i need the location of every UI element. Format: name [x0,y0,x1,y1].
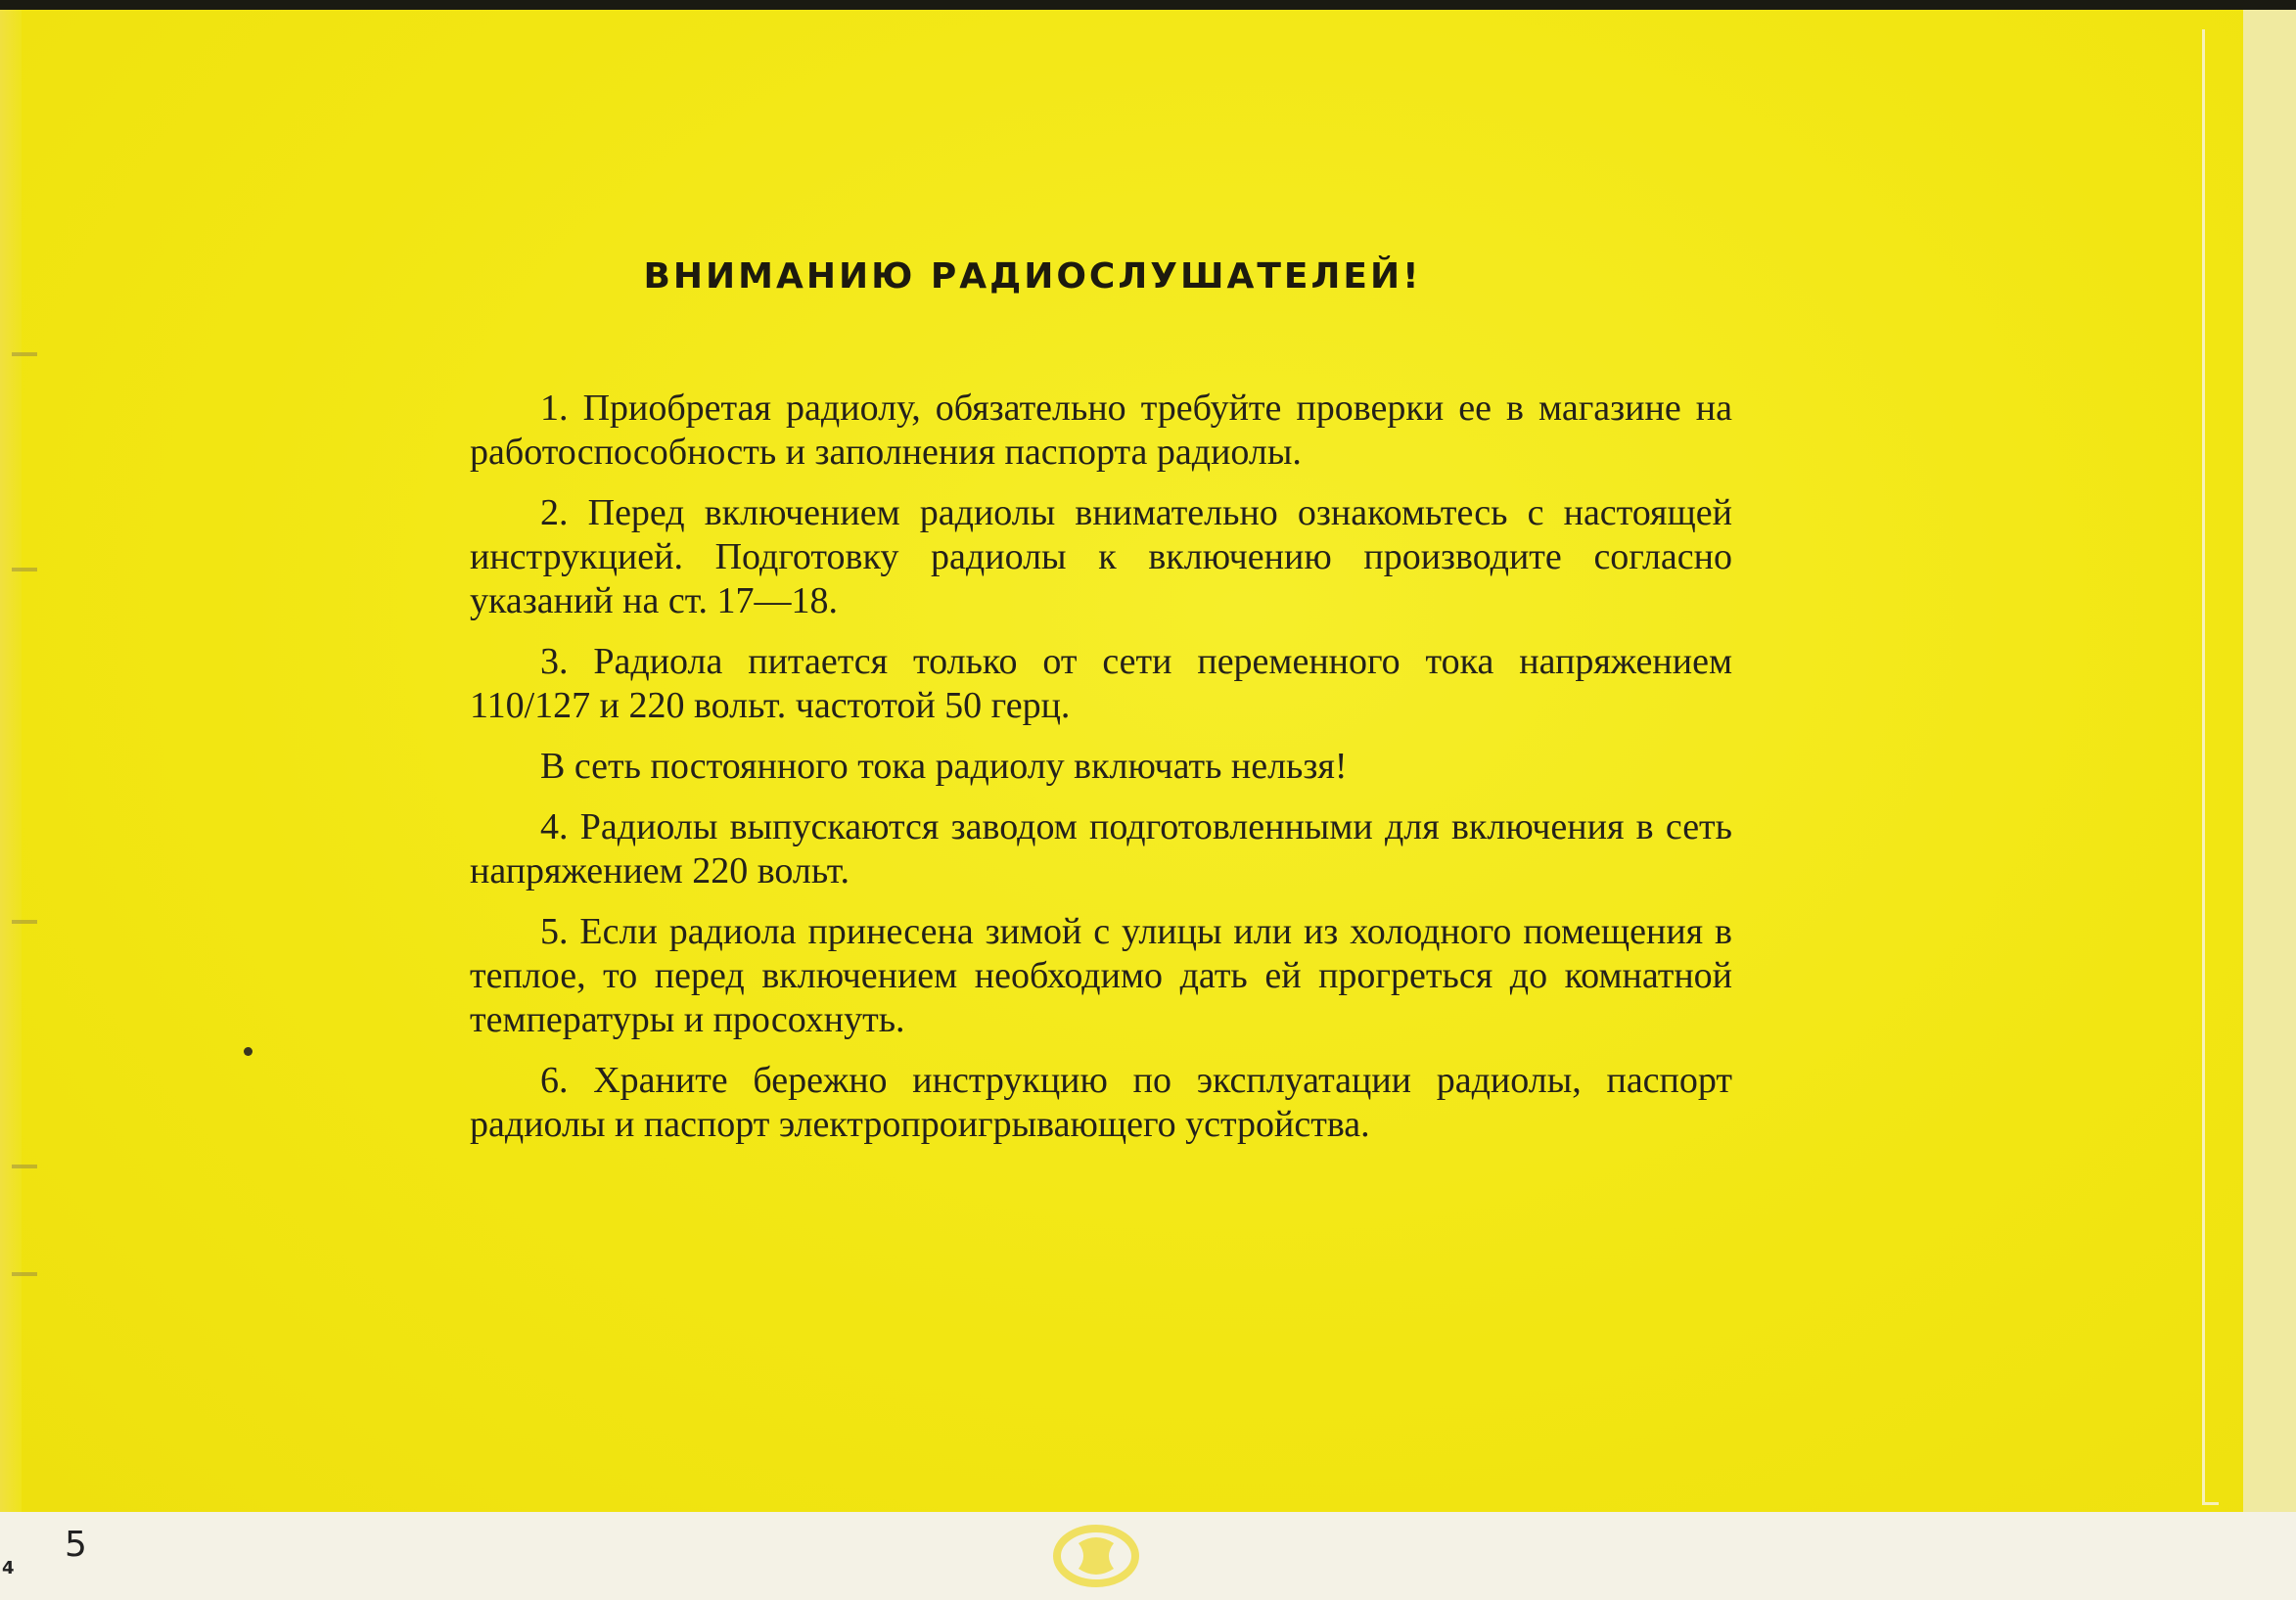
binding-edge [0,10,22,1512]
page-top-edge [0,0,2296,10]
sheet-right-margin [2243,10,2296,1536]
page-bottom-band [0,1512,2296,1600]
previous-page-number: 4 [2,1558,15,1578]
notice-paragraph-5: 5. Если радиола принесена зимой с улицы или из холодного помещения в теплое, то перед включением необходимо дать ей прогреться до комнатной температуры и просохнуть. [470,911,1732,1040]
print-speck [244,1047,253,1056]
binding-mark [12,352,37,356]
binding-mark [12,920,37,924]
notice-body [470,387,1732,1164]
binding-mark [12,1272,37,1276]
page-title: ВНИМАНИЮ РАДИОСЛУШАТЕЛЕЙ! [643,256,1422,297]
page-number: 5 [65,1525,87,1565]
notice-paragraph-1: 1. Приобретая радиолу, обязательно требуйте проверки ее в магазине на работоспособность и заполнения паспорта радиолы. [470,388,1732,473]
notice-paragraph-3: 3. Радиола питается только от сети переменного тока напряжением 110/127 и 220 вольт. частотой 50 герц. [470,641,1732,726]
notice-paragraph-2: 2. Перед включением радиолы внимательно ознакомьтесь с настоящей инструкцией. Подготовку радиолы к включению производите согласно указаний на ст. 17—18. [470,492,1732,621]
binding-mark [12,568,37,571]
dc-warning: В сеть постоянного тока радиолу включать нельзя! [540,746,1348,787]
notice-paragraph-6: 6. Храните бережно инструкцию по эксплуатации радиолы, паспорт радиолы и паспорт электропроигрывающего устройства. [470,1060,1732,1145]
notice-paragraph-4: 4. Радиолы выпускаются заводом подготовленными для включения в сеть напряжением 220 вольт. [470,806,1732,891]
binding-mark [12,1165,37,1168]
factory-logo-icon [1049,1522,1143,1590]
sheet-fold-border [2202,29,2219,1505]
